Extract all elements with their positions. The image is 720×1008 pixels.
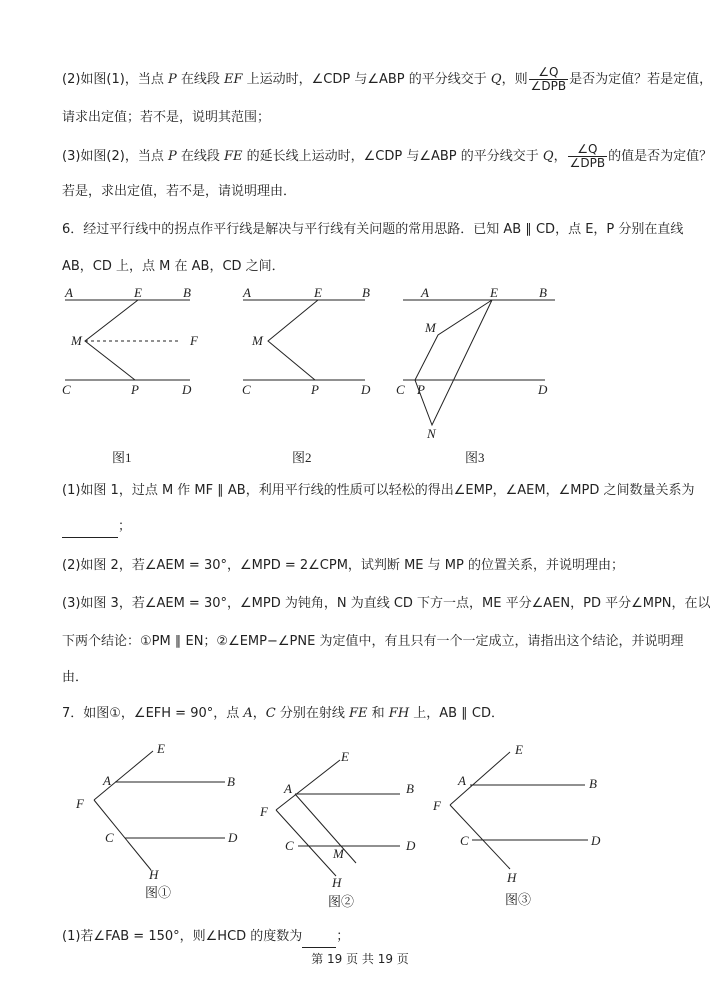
q6-fig1-label-b: B <box>183 285 191 300</box>
q6-fig2-label-c: C <box>242 382 251 397</box>
q7-fig3-label-e: E <box>515 742 523 757</box>
q6-fig2-label-m: M <box>252 333 263 348</box>
q7-fig1-label-f: F <box>76 796 84 811</box>
q6-intro-line2: AB，CD 上，点 M 在 AB，CD 之间． <box>62 259 285 274</box>
q6-fig2-label-a: A <box>243 285 251 300</box>
q7-fig3-label-h: H <box>507 870 517 885</box>
q6-sub1-line1: (1)如图 1，过点 M 作 MF ∥ AB，利用平行线的性质可以轻松的得出∠EMP，∠AEM，∠MPD 之间数量关系为 <box>62 483 695 498</box>
q6-fig3-label-d: D <box>538 382 548 397</box>
q7-fig2-label-c: C <box>285 838 294 853</box>
q7-fig1-label-c: C <box>105 830 114 845</box>
q6-sub2: (2)如图 2，若∠AEM = 30°，∠MPD = 2∠CPM，试判断 ME 与 MP 的位置关系，并说明理由； <box>62 558 624 573</box>
q6-fig3-label-a: A <box>421 285 429 300</box>
q5-part2-line2: 请求出定值；若不是，说明其范围； <box>62 110 271 125</box>
answer-blank[interactable] <box>62 517 118 538</box>
q7-fig3-caption: 图③ <box>505 892 532 907</box>
q6-fig2-label-d: D <box>361 382 371 397</box>
q7-fig1-label-e: E <box>157 741 165 756</box>
q7-intro: 7．如图①，∠EFH = 90°，点 A，C 分别在射线 FE 和 FH 上，AB ∥ CD． <box>62 706 504 721</box>
q6-fig2-label-b: B <box>362 285 370 300</box>
q6-fig1-label-p: P <box>131 382 139 397</box>
q7-fig2-label-e: E <box>341 749 349 764</box>
q5-part3-line1: (3)如图(2)，当点 P 在线段 FE 的延长线上运动时，∠CDP 与∠ABP 的平分线交于 Q， $\frac{\angle Q}{\text{∠DPB}}$ 的值是否为定值？ <box>62 142 713 170</box>
q6-intro-line1: 6．经过平行线中的拐点作平行线是解决与平行线有关问题的常用思路．已知 AB ∥ CD，点 E，P 分别在直线 <box>62 222 684 237</box>
q6-fig3-label-n: N <box>427 426 436 441</box>
q7-fig2-label-d: D <box>406 838 416 853</box>
q7-fig3-label-c: C <box>460 833 469 848</box>
q6-sub3-line3: 由． <box>62 670 89 685</box>
q7-fig1-label-d: D <box>228 830 238 845</box>
q7-fig1-caption: 图① <box>145 885 172 900</box>
q6-figure-3 <box>403 300 555 425</box>
q6-sub1-line2: ； <box>62 517 131 538</box>
answer-blank[interactable] <box>302 927 336 948</box>
q6-figure-1 <box>65 300 190 380</box>
q7-fig1-label-a: A <box>103 773 111 788</box>
q6-fig3-label-e: E <box>490 285 498 300</box>
q6-fig1-label-f: F <box>190 333 198 348</box>
q7-fig3-label-d: D <box>591 833 601 848</box>
page-footer: 第 19 页 共 19 页 <box>311 952 409 966</box>
q7-fig3-label-a: A <box>458 773 466 788</box>
q6-fig1-label-a: A <box>65 285 73 300</box>
q7-sub1: (1)若∠FAB = 150°，则∠HCD 的度数为 ； <box>62 927 349 948</box>
fraction-q-over-dpb: $\frac{\angle Q}{\text{∠DPB}}$ <box>530 65 567 93</box>
q7-figure-1 <box>94 751 225 870</box>
q6-fig3-label-b: B <box>539 285 547 300</box>
q6-fig1-label-m: M <box>71 333 82 348</box>
q6-fig2-caption: 图2 <box>292 450 312 465</box>
q7-fig1-label-b: B <box>227 774 235 789</box>
fraction-q-over-dpb: $\frac{\angle Q}{\text{∠DPB}}$ <box>569 142 606 170</box>
q5-part2-line1: (2)如图(1)，当点 P 在线段 EF 上运动时，∠CDP 与∠ABP 的平分线交于 Q，则 $\frac{\angle Q}{\text{∠DPB}}$ 是否为定值？若是定值， <box>62 65 713 93</box>
q7-fig2-label-m: M <box>333 846 344 861</box>
q7-fig1-label-h: H <box>149 867 159 882</box>
q6-fig2-label-p: P <box>311 382 319 397</box>
q7-fig2-caption: 图② <box>328 894 355 909</box>
q7-fig2-label-f: F <box>260 804 268 819</box>
q6-fig1-label-d: D <box>182 382 192 397</box>
q6-fig3-label-m: M <box>425 320 436 335</box>
q6-sub3-line2: 下两个结论：①PM ∥ EN；②∠EMP−∠PNE 为定值中，有且只有一个一定成立，请指出这个结论，并说明理 <box>62 634 684 649</box>
q7-figure-3 <box>450 752 588 869</box>
q6-fig1-label-c: C <box>62 382 71 397</box>
q7-figures <box>60 738 620 918</box>
q6-sub3-line1: (3)如图 3，若∠AEM = 30°，∠MPD 为钝角，N 为直线 CD 下方一点，ME 平分∠AEN，PD 平分∠MPN，在以 <box>62 596 711 611</box>
q7-fig3-label-f: F <box>433 798 441 813</box>
q7-fig3-label-b: B <box>589 776 597 791</box>
q6-figures <box>55 280 555 470</box>
q6-fig3-label-c: C <box>396 382 405 397</box>
q6-fig3-label-p: P <box>417 382 425 397</box>
q7-fig2-label-b: B <box>406 781 414 796</box>
q6-fig1-caption: 图1 <box>112 450 132 465</box>
q6-fig1-label-e: E <box>134 285 142 300</box>
q5-part3-line2: 若是，求出定值，若不是，请说明理由． <box>62 184 297 199</box>
q6-fig3-caption: 图3 <box>465 450 485 465</box>
q7-fig2-label-a: A <box>284 781 292 796</box>
q7-fig2-label-h: H <box>332 875 342 890</box>
q6-fig2-label-e: E <box>314 285 322 300</box>
